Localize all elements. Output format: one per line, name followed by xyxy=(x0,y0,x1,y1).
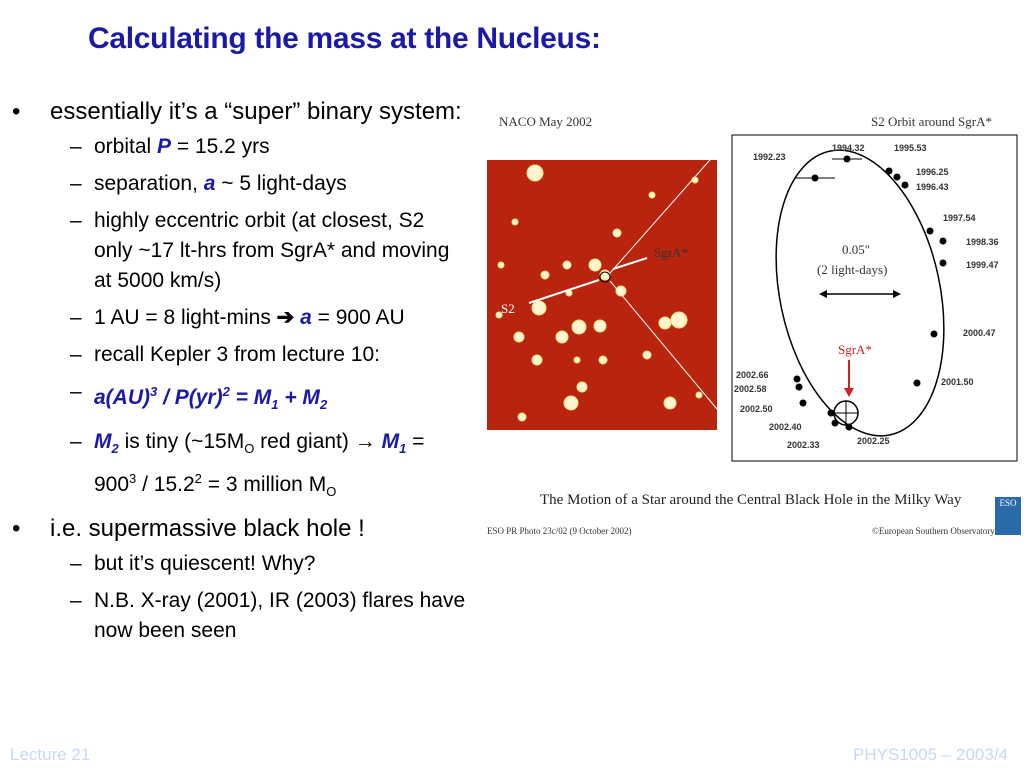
slide-content xyxy=(12,98,467,653)
epoch-label: 1996.25 xyxy=(916,167,949,177)
sub-bullet-quiescent: – but it’s quiescent! Why? xyxy=(70,551,316,575)
epoch-label: 2002.50 xyxy=(740,404,773,414)
epoch-label: 2002.66 xyxy=(736,370,769,380)
sub-bullet-formula: – $a(AU)^3 / P(yr)^2 = M_1 + M_2$ xyxy=(70,380,328,413)
epoch-label: 1992.23 xyxy=(753,152,786,162)
sub-bullet-separation: – separation, a ~ 5 light-days xyxy=(70,172,347,195)
sub-bullet-period: – orbital P = 15.2 yrs xyxy=(70,135,270,158)
sub-bullet-au: – 1 AU = 8 light-mins ➔ a = 900 AU xyxy=(70,306,405,329)
epoch-label: 1998.36 xyxy=(966,237,999,247)
epoch-label: 2000.47 xyxy=(963,328,996,338)
sub-bullet-orbit: – highly eccentric orbit (at closest, S2 only ~17 lt-hrs from SgrA* and moving at 5000 km/s) xyxy=(70,209,450,292)
bullet-dot: • xyxy=(12,98,21,125)
epoch-label: 1995.53 xyxy=(894,143,927,153)
scale-value: 0.05" xyxy=(842,242,871,257)
bullet-binary xyxy=(12,98,467,126)
eso-logo: ESO xyxy=(995,497,1021,535)
orbit-title: S2 Orbit around SgrA* xyxy=(871,114,992,129)
epoch-label: 2001.50 xyxy=(941,377,974,387)
footer-lecture: Lecture 21 xyxy=(10,745,91,764)
figure-caption: The Motion of a Star around the Central Black Hole in the Milky Way xyxy=(540,492,962,508)
epoch-label: 1994.32 xyxy=(832,143,865,153)
epoch-label: 1997.54 xyxy=(943,213,976,223)
epoch-label: 1999.47 xyxy=(966,260,999,270)
epoch-label: 2002.40 xyxy=(769,422,802,432)
star-field-image xyxy=(487,160,717,430)
figure-graphics xyxy=(487,105,1022,485)
bullet-blackhole: • i.e. supermassive black hole ! xyxy=(12,514,365,542)
sgra-marker-label: SgrA* xyxy=(838,342,872,357)
s2-label: S2 xyxy=(501,301,515,316)
epoch-label: 1996.43 xyxy=(916,182,949,192)
naco-title: NACO May 2002 xyxy=(499,114,593,129)
photo-id: ESO PR Photo 23c/02 (9 October 2002) xyxy=(487,526,632,536)
epoch-label: 2002.25 xyxy=(857,436,890,446)
sub-bullet-mass: – $M_2$ is tiny ($\sim 15M_O$ red giant) → $M_1 = 900^3 / 15.2^2 = 3$ million $M_O$ xyxy=(70,430,425,500)
slide-title: Calculating the mass at the Nucleus: xyxy=(88,22,601,55)
epoch-label: 2002.33 xyxy=(787,440,820,450)
sgra-label: SgrA* xyxy=(654,245,688,260)
epoch-label: 2002.58 xyxy=(734,384,767,394)
sub-bullet-kepler: – recall Kepler 3 from lecture 10: xyxy=(70,343,380,366)
footer-course: PHYS1005 – 2003/4 xyxy=(852,745,1008,764)
orbit-panel xyxy=(732,135,1017,461)
arrow-right-icon: ➔ xyxy=(276,306,295,329)
sub-bullet-flares: – N.B. X-ray (2001), IR (2003) flares have now been seen xyxy=(70,588,466,642)
arrow-right-icon: → xyxy=(354,430,376,454)
s2-orbit-figure xyxy=(487,105,1022,545)
copyright: ©European Southern Observatory xyxy=(872,526,995,536)
scale-desc: (2 light-days) xyxy=(817,262,888,277)
bullet-text: essentially it’s a “super” binary system: xyxy=(50,98,462,125)
